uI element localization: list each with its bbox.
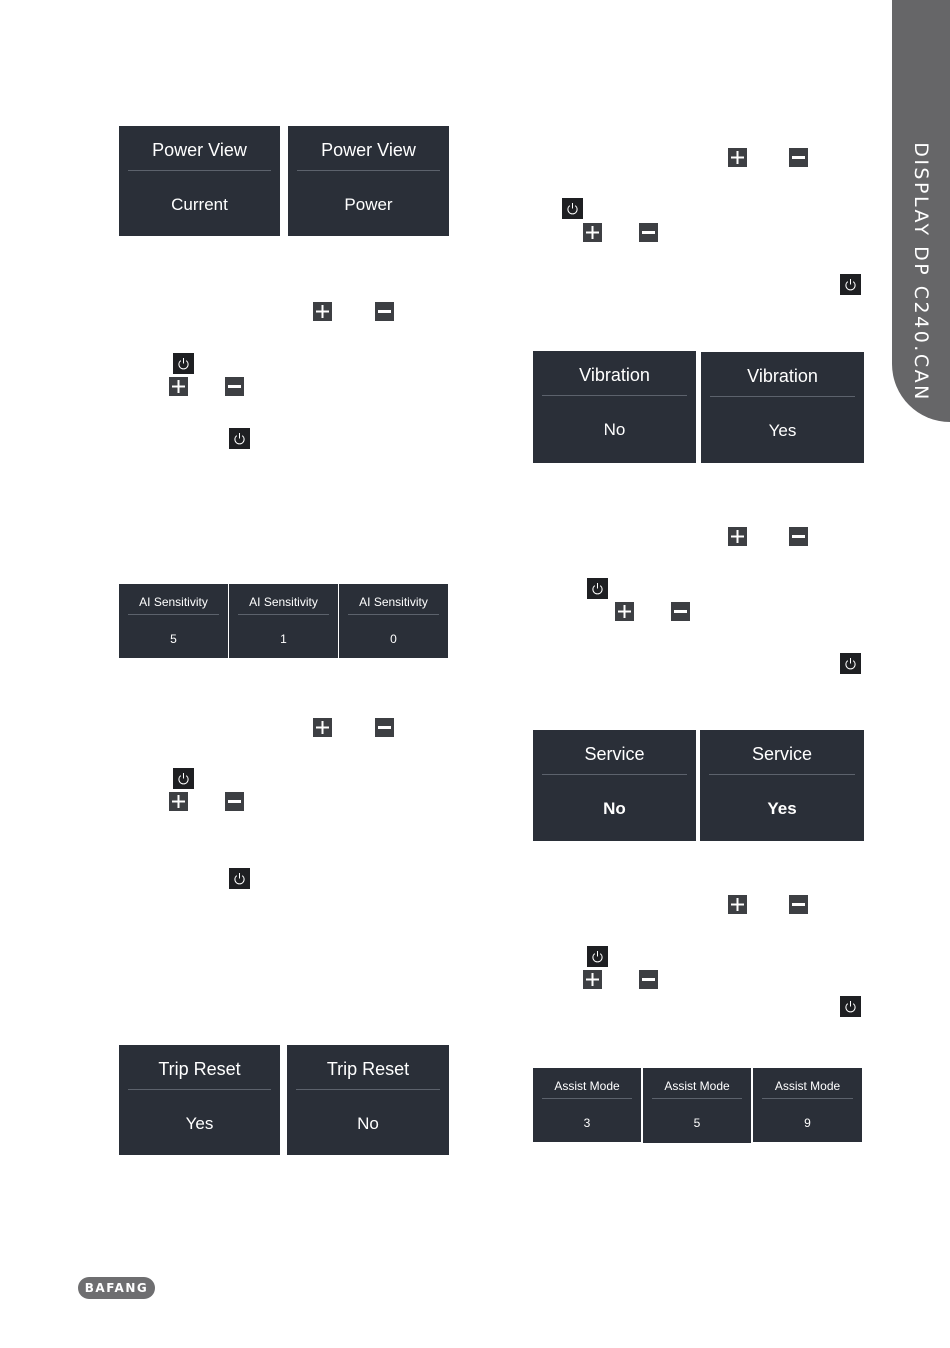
- panel-divider: [348, 614, 439, 615]
- panel-divider: [128, 614, 219, 615]
- panel-divider: [542, 395, 687, 396]
- minus-button-icon: [225, 792, 244, 811]
- plus-button-icon: [169, 792, 188, 811]
- panel-title: Service: [751, 744, 813, 764]
- chapter-tab-label: DISPLAY DP C240.CAN: [910, 142, 932, 402]
- panel-value: 9: [804, 1116, 811, 1130]
- assist-mode-panel-5: [643, 1068, 751, 1143]
- plus-button-icon: [313, 302, 332, 321]
- panel-title: Vibration: [747, 366, 818, 386]
- plus-button-icon: [583, 970, 602, 989]
- panel-value: Current: [171, 195, 228, 214]
- panel-title: AI Sensitivity: [139, 595, 208, 609]
- power-view-panel-current: [119, 126, 280, 236]
- panel-value: 3: [583, 1116, 591, 1130]
- panel-title: Trip Reset: [158, 1059, 241, 1079]
- power-button-icon: [229, 868, 250, 889]
- panel-title: AI Sensitivity: [359, 595, 428, 609]
- panel-divider: [128, 170, 271, 171]
- panel-title: Assist Mode: [664, 1079, 730, 1093]
- plus-button-icon: [615, 602, 634, 621]
- power-button-icon: [840, 653, 861, 674]
- minus-button-icon: [639, 970, 658, 989]
- assist-mode-panel-9: [753, 1068, 862, 1142]
- bafang-logo: BAFANG: [78, 1277, 155, 1299]
- panel-divider: [297, 170, 440, 171]
- minus-button-icon: [639, 223, 658, 242]
- panel-divider: [238, 614, 329, 615]
- plus-button-icon: [728, 148, 747, 167]
- panel-title: Trip Reset: [326, 1059, 410, 1079]
- panel-title: Service: [584, 744, 645, 764]
- panel-divider: [542, 1098, 632, 1099]
- panel-divider: [709, 774, 855, 775]
- service-panel-yes: [700, 730, 864, 841]
- power-button-icon: [587, 946, 608, 967]
- plus-button-icon: [313, 718, 332, 737]
- panel-divider: [762, 1098, 853, 1099]
- panel-divider: [542, 774, 687, 775]
- power-button-icon: [562, 198, 583, 219]
- power-view-panel-power: [288, 126, 449, 236]
- panel-value: 5: [693, 1116, 701, 1130]
- plus-button-icon: [728, 527, 747, 546]
- power-button-icon: [587, 578, 608, 599]
- plus-button-icon: [169, 377, 188, 396]
- trip-reset-panel-yes: [119, 1045, 280, 1155]
- panel-value: Yes: [185, 1114, 214, 1133]
- panel-divider: [128, 1089, 271, 1090]
- panel-divider: [652, 1098, 742, 1099]
- service-panel-no: [533, 730, 696, 841]
- ai-sensitivity-panel-1: [229, 584, 338, 658]
- minus-button-icon: [789, 895, 808, 914]
- assist-mode-panel-3: [533, 1068, 641, 1142]
- panel-value: 0: [390, 632, 397, 646]
- panel-title: Assist Mode: [554, 1079, 620, 1093]
- panel-title: Power View: [321, 140, 416, 160]
- panel-value: 5: [170, 632, 177, 646]
- panel-title: AI Sensitivity: [249, 595, 318, 609]
- power-button-icon: [173, 353, 194, 374]
- power-button-icon: [840, 996, 861, 1017]
- minus-button-icon: [375, 718, 394, 737]
- panel-value: Yes: [767, 799, 797, 818]
- panel-value: 1: [280, 632, 287, 646]
- minus-button-icon: [225, 377, 244, 396]
- panel-title: Power View: [152, 140, 247, 160]
- power-button-icon: [173, 768, 194, 789]
- panel-divider: [710, 396, 855, 397]
- panel-value: No: [357, 1114, 379, 1133]
- panel-value: No: [603, 420, 626, 439]
- power-button-icon: [840, 274, 861, 295]
- panel-value: Power: [344, 195, 393, 214]
- vibration-panel-yes: [701, 352, 864, 463]
- ai-sensitivity-panel-0: [339, 584, 448, 658]
- ai-sensitivity-panel-5: [119, 584, 228, 658]
- trip-reset-panel-no: [287, 1045, 449, 1155]
- minus-button-icon: [375, 302, 394, 321]
- minus-button-icon: [671, 602, 690, 621]
- minus-button-icon: [789, 148, 808, 167]
- vibration-panel-no: [533, 351, 696, 463]
- panel-title: Assist Mode: [774, 1079, 841, 1093]
- minus-button-icon: [789, 527, 808, 546]
- panel-value: Yes: [768, 421, 797, 440]
- panel-value: No: [603, 799, 626, 818]
- power-button-icon: [229, 428, 250, 449]
- panel-divider: [296, 1089, 440, 1090]
- panel-title: Vibration: [579, 365, 650, 385]
- plus-button-icon: [583, 223, 602, 242]
- plus-button-icon: [728, 895, 747, 914]
